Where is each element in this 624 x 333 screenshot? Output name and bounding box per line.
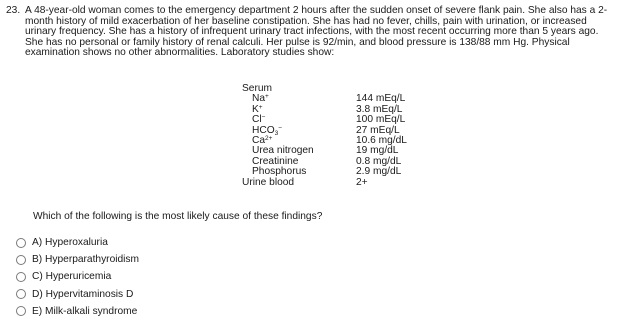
lab-row	[0, 126, 624, 136]
lab-value: 10.6 mg/dL	[356, 135, 407, 146]
lab-name: K+	[252, 103, 263, 115]
lab-name: Phosphorus	[252, 166, 307, 178]
lab-row	[0, 146, 624, 156]
lab-row	[0, 105, 624, 115]
radio-button[interactable]	[16, 238, 26, 248]
question-prompt: Which of the following is the most likely cause of these findings?	[33, 211, 323, 222]
lab-row	[0, 178, 624, 188]
radio-button[interactable]	[16, 289, 26, 299]
lab-value: 2.9 mg/dL	[356, 166, 402, 178]
lab-value: 3.8 mEq/L	[356, 103, 403, 115]
radio-button[interactable]	[16, 255, 26, 265]
lab-row	[0, 115, 624, 125]
lab-name: Urea nitrogen	[252, 145, 314, 157]
option-letter: C)	[32, 271, 43, 283]
option-text: Hyperoxaluria	[45, 237, 108, 249]
option-letter: A)	[32, 237, 43, 249]
lab-name: Urine blood	[242, 176, 295, 188]
lab-row	[0, 167, 624, 177]
option-text: Hyperuricemia	[45, 271, 112, 283]
option-text: Hyperparathyroidism	[45, 254, 140, 266]
option-letter: B)	[32, 254, 43, 266]
answer-options	[16, 234, 139, 320]
lab-row	[0, 157, 624, 167]
option-text: Hypervitaminosis D	[45, 288, 134, 300]
radio-button[interactable]	[16, 306, 26, 316]
option-text: Milk-alkali syndrome	[45, 305, 138, 317]
lab-value: 100 mEq/L	[356, 114, 406, 126]
answer-option-b[interactable]	[16, 251, 139, 268]
lab-value: 144 mEq/L	[356, 93, 406, 105]
lab-serum-label: Serum	[242, 83, 273, 94]
answer-option-d[interactable]	[16, 286, 139, 303]
lab-value: 19 mg/dL	[356, 145, 399, 157]
answer-option-c[interactable]	[16, 268, 139, 285]
question-stem-text: A 48-year-old woman comes to the emergency department 2 hours after the sudden onset of severe flank pain. She also has a 2-month history of mild exacerbation of her baseline constipation. She has had no fever, chills, pain with urination, or increased urinary frequency. She has a history of infrequent urinary tract infections, with the most recent occurring more than 5 years ago. She has no personal or family history of renal calculi. Her pulse is 92/min, and blood pressure is 138/88 mm Hg. Physical examination shows no other abnormalities. Laboratory studies show:	[25, 5, 608, 59]
radio-button[interactable]	[16, 272, 26, 282]
lab-name: Creatinine	[252, 155, 299, 167]
answer-option-e[interactable]	[16, 303, 139, 320]
lab-name: HCO3−	[252, 124, 283, 137]
answer-option-a[interactable]	[16, 234, 139, 251]
lab-value: 27 mEq/L	[356, 124, 400, 136]
question-number: 23.	[6, 5, 21, 16]
option-letter: E)	[32, 305, 43, 317]
lab-name: Na+	[252, 93, 269, 105]
lab-row	[0, 94, 624, 104]
lab-value: 2+	[356, 176, 368, 188]
option-letter: D)	[32, 288, 43, 300]
lab-value: 0.8 mg/dL	[356, 155, 402, 167]
lab-name: $Ca^{2+}$	[252, 135, 273, 146]
lab-name: Cl−	[252, 114, 266, 126]
